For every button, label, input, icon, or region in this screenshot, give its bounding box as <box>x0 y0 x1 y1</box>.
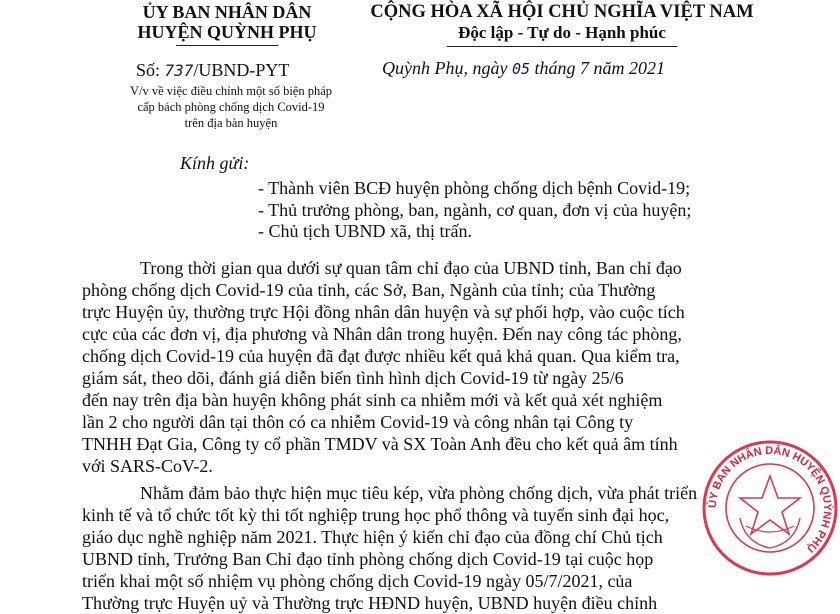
place-prefix: Quỳnh Phụ, ngày <box>382 58 512 78</box>
body-line: cực của các đơn vị, địa phương và Nhân dân trong huyện. Đến nay công tác phòng, <box>82 324 682 344</box>
national-motto: Độc lập - Tự do - Hạnh phúc <box>458 23 666 42</box>
doc-number-prefix: Số: <box>136 60 165 80</box>
place-and-date <box>382 58 665 79</box>
body-line: lần 2 cho người dân tại thôn có ca nhiễm Covid-19 và công nhân tại Công ty <box>82 412 634 432</box>
body-line: đến nay trên địa bàn huyện không phát sinh ca nhiễm mới và kết quả xét nghiệm <box>82 390 663 410</box>
motto-underline <box>447 46 677 47</box>
greeting: Kính gửi: <box>180 153 250 173</box>
recipient-item: - Thủ trưởng phòng, ban, ngành, cơ quan, đơn vị của huyện; <box>258 200 692 220</box>
body-line: giám sát, theo dõi, đánh giá diễn biến tình hình dịch Covid-19 từ ngày 25/6 <box>82 368 624 388</box>
body-line: Trong thời gian qua dưới sự quan tâm chỉ đạo của UBND tỉnh, Ban chỉ đạo <box>140 258 682 278</box>
body-line: trực Huyện ủy, thường trực Hội đồng nhân dân huyện và sự phối hợp, vào cuộc tích <box>82 302 685 322</box>
doc-number-suffix: /UBND-PYT <box>193 60 290 80</box>
body-line: UBND tỉnh, Trưởng Ban Chỉ đạo tỉnh phòng chống dịch Covid-19 tại cuộc họp <box>82 549 654 569</box>
day-handwritten: 05 <box>511 60 531 78</box>
subject-line-3: trên địa bàn huyện <box>184 116 278 130</box>
recipient-item: - Chủ tịch UBND xã, thị trấn. <box>258 221 472 241</box>
body-line: giáo dục nghề nghiệp năm 2021. Thực hiện ý kiến chỉ đạo của đồng chí Chủ tịch <box>82 527 663 547</box>
document-number <box>136 60 289 81</box>
body-line: chống dịch Covid-19 của huyện đã đạt được nhiều kết quả khả quan. Qua kiểm tra, <box>82 346 680 366</box>
issuer-underline <box>176 45 278 46</box>
stamp-text: ỦY BAN NHÂN DÂN HUYỆN QUỲNH PHỤ <box>706 444 834 555</box>
subject-line-1: V/v về việc điều chỉnh một số biện pháp <box>129 84 333 98</box>
doc-number-handwritten: 737 <box>164 61 194 80</box>
body-line: Nhằm đảm bảo thực hiện mục tiêu kép, vừa phòng chống dịch, vừa phát triển <box>140 483 698 503</box>
national-title: CỘNG HÒA XÃ HỘI CHỦ NGHĨA VIỆT NAM <box>370 2 754 22</box>
body-line: phòng chống dịch Covid-19 của tỉnh, các Sở, Ban, Ngành của tỉnh; của Thường <box>82 280 656 300</box>
body-line: với SARS-CoV-2. <box>82 456 213 476</box>
subject-line-2: cấp bách phòng chống dịch Covid-19 <box>137 100 325 114</box>
body-line: TNHH Đạt Gia, Công ty cổ phần TMDV và SX Toàn Anh đều cho kết quả âm tính <box>82 434 678 454</box>
recipient-item: - Thành viên BCĐ huyện phòng chống dịch bệnh Covid-19; <box>258 178 691 198</box>
issuer-name-line1: ỦY BAN NHÂN DÂN <box>142 2 312 22</box>
body-line: Thường trực Huyện uỷ và Thường trực HĐND huyện, UBND huyện điều chỉnh <box>82 593 658 613</box>
issuer-name-line2: HUYỆN QUỲNH PHỤ <box>137 22 317 42</box>
body-line: kinh tế và tổ chức tốt kỳ thi tốt nghiệp trung học phổ thông và tuyển sinh đại học, <box>82 505 670 525</box>
place-suffix: tháng 7 năm 2021 <box>530 58 666 78</box>
body-line: triển khai một số nhiệm vụ phòng chống dịch Covid-19 ngày 05/7/2021, của <box>82 571 633 591</box>
official-seal-stamp <box>700 438 840 578</box>
